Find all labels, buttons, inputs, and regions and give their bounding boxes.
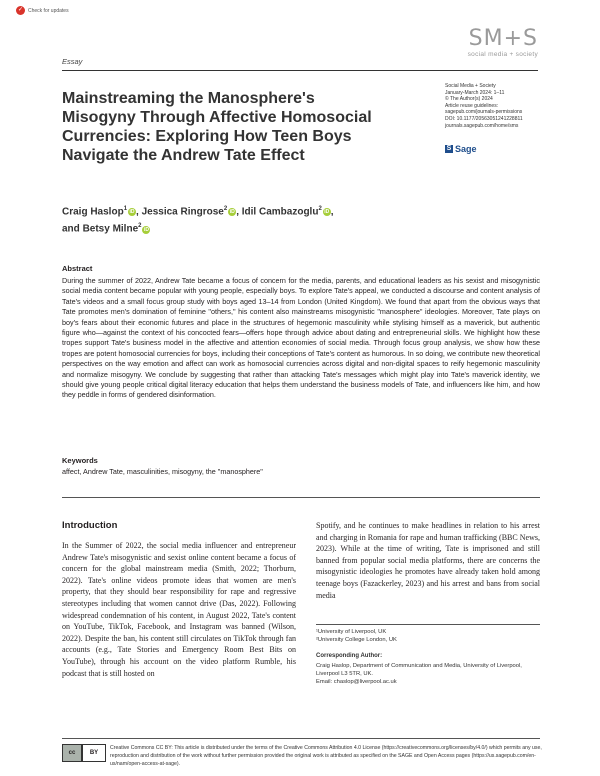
- by-icon: BY: [82, 744, 106, 762]
- header-divider: [62, 70, 538, 71]
- author-separator: ,: [236, 206, 242, 218]
- keywords-heading: Keywords: [62, 456, 98, 465]
- author-affiliation-sup: 2: [318, 206, 322, 212]
- author-separator: ,: [136, 206, 142, 218]
- journal-logo: [445, 28, 538, 58]
- cc-icon: cc: [62, 744, 82, 762]
- author-separator: ,: [330, 206, 334, 218]
- author-affiliation-sup: 2: [223, 206, 228, 212]
- meta-doi[interactable]: DOI: 10.1177/20563051241228811: [445, 115, 523, 122]
- abstract-heading: Abstract: [62, 264, 93, 273]
- corresponding-author-heading: Corresponding Author:: [316, 653, 383, 659]
- article-type-label: Essay: [62, 57, 83, 66]
- check-for-updates-label: Check for updates: [28, 7, 69, 14]
- author-name[interactable]: Betsy Milne: [82, 223, 139, 235]
- affiliation-2: ²University College London, UK: [316, 637, 397, 643]
- refresh-icon: ✓: [17, 7, 24, 13]
- author-affiliation-sup: 2: [138, 223, 142, 230]
- cc-by-badge[interactable]: [62, 744, 106, 762]
- meta-permissions-link[interactable]: sagepub.com/journals-permissions: [445, 109, 523, 116]
- check-for-updates-badge[interactable]: [16, 6, 69, 15]
- sage-icon: S: [446, 145, 452, 152]
- introduction-heading: Introduction: [62, 520, 118, 531]
- journal-logo-subtitle: social media + society: [467, 51, 538, 58]
- license-text: Creative Commons CC BY: This article is distributed under the terms of the Creative Commons Attribution 4.0 License (https://creativecommons.org/licenses/by/4.0/) which permits any use, reproduction and distribution of the work without further permission provided the original work is attributed as specified on the SAGE and Open Access pages (https://us.sagepub.com/en-us/nam/open-access-at-sage).: [110, 745, 542, 767]
- journal-logo-mark: SM+S: [468, 26, 538, 51]
- orcid-icon[interactable]: iD: [324, 209, 330, 216]
- section-divider: [62, 497, 540, 498]
- author-name[interactable]: Idil Cambazoglu: [241, 206, 319, 218]
- abstract-body: During the summer of 2022, Andrew Tate became a focus of concern for the media, parents, and educational leaders as his sexist and misogynistic social media content became popular with young people, especially boys. To explore Tate's appeal, we conducted a discourse and content analysis of Tate's videos and a small focus group study with boys aged 13–14 from London (United Kingdom). We found that apart from the obvious ways that Tate promotes men's domination of feminine "others," his content also mainstreams misogynistic "manosphere" ideologies. Moreover, Tate plays on boy's fears about their economic futures and place in the structures of hegemonic masculinity while stylising himself as a maverick, but authentic figure who—against the context of his concocted fears—offers hope through advice about dating and entrepreneurial skills. We highlight how these tropes support Tate's business model in the affective and attention economies of social media. Through focus group analysis, we show how these tropes are potent homosocial currencies for boys, including their conceptions of Tate's content as humorous. In so doing, we contribute new theoretical perspectives on the way emotion and affect can work as homosocial currencies across digital and non-digital spaces to reify hegemonic masculinity and normalize misogyny. We conclude by suggesting that rather than attacking Tate's messages which might play into Tate's maverick identity, we should give young people critical digital literacy education that helps them understand the business models of Tate, and influencers like him, and how they peddle in forms of gendered disinformation.: [62, 276, 540, 400]
- publisher-logo: [445, 144, 477, 154]
- author-list: [62, 202, 362, 237]
- introduction-right-column: Spotify, and he continues to make headlines in relation to his arrest and charging in Romania for rape and human trafficking (BBC News, 2023). While at the time of writing, Tate is imprisoned and still banned from popular social media platforms, there are concerns the misogynistic ideologies he promotes have already taken hold among teenage boys (Fazackerley, 2023) and his arrest and bans from social media: [316, 521, 540, 600]
- affiliation-1: ¹University of Liverpool, UK: [316, 629, 387, 635]
- meta-issue: January-March 2024: 1–11: [445, 89, 505, 96]
- introduction-left-column: In the Summer of 2022, the social media influencer and entrepreneur Andrew Tate's misogynistic and sexist online content became a focus of concern for the global mainstream media (Smith, 2022; Thorburn, 2022). Tate's online videos promote ideas that women are men's property, that they should bear responsibility for rape and regressive stereotypes including that women cannot drive (Das, 2022). Following widespread condemnation of his content, in August 2022, Tate's content on YouTube, TikTok, Facebook, and Instagram was banned (Wilson, 2022). Despite the ban, his content still circulates on TikTok through fan accounts (e.g., Tate Stories and Emergency Room Best Bits on YouTube), through his account on the video platform Rumble, his podcast that is still hosted on: [62, 541, 296, 678]
- license-divider: [62, 738, 540, 739]
- orcid-icon[interactable]: iD: [129, 209, 135, 216]
- meta-journal-link[interactable]: journals.sagepub.com/home/sms: [445, 122, 519, 129]
- publisher-name: Sage: [455, 144, 477, 154]
- corresponding-author: [316, 662, 540, 686]
- meta-journal: Social Media + Society: [445, 83, 496, 89]
- orcid-icon[interactable]: iD: [143, 226, 149, 233]
- journal-metadata: [445, 83, 555, 129]
- corresponding-author-email[interactable]: Email: chaslop@liverpool.ac.uk: [316, 679, 397, 685]
- meta-reuse: Article reuse guidelines:: [445, 102, 499, 109]
- author-name[interactable]: Craig Haslop: [62, 206, 124, 218]
- keywords-body: affect, Andrew Tate, masculinities, misogyny, the "manosphere": [62, 467, 263, 476]
- corresponding-author-address: Craig Haslop, Department of Communication and Media, University of Liverpool, Liverpool L3 5TR, UK.: [316, 663, 522, 677]
- article-title: Mainstreaming the Manosphere's Misogyny Through Affective Homosocial Currencies: Exploring How Teen Boys Navigate the Andrew Tate Effect: [62, 90, 372, 164]
- orcid-icon[interactable]: iD: [229, 209, 235, 216]
- footnote-divider: [316, 624, 540, 625]
- affiliations: [316, 628, 540, 644]
- author-conjunction: and: [62, 223, 83, 235]
- author-name[interactable]: Jessica Ringrose: [141, 206, 224, 218]
- author-affiliation-sup: 1: [123, 206, 128, 212]
- meta-copyright: © The Author(s) 2024: [445, 96, 493, 103]
